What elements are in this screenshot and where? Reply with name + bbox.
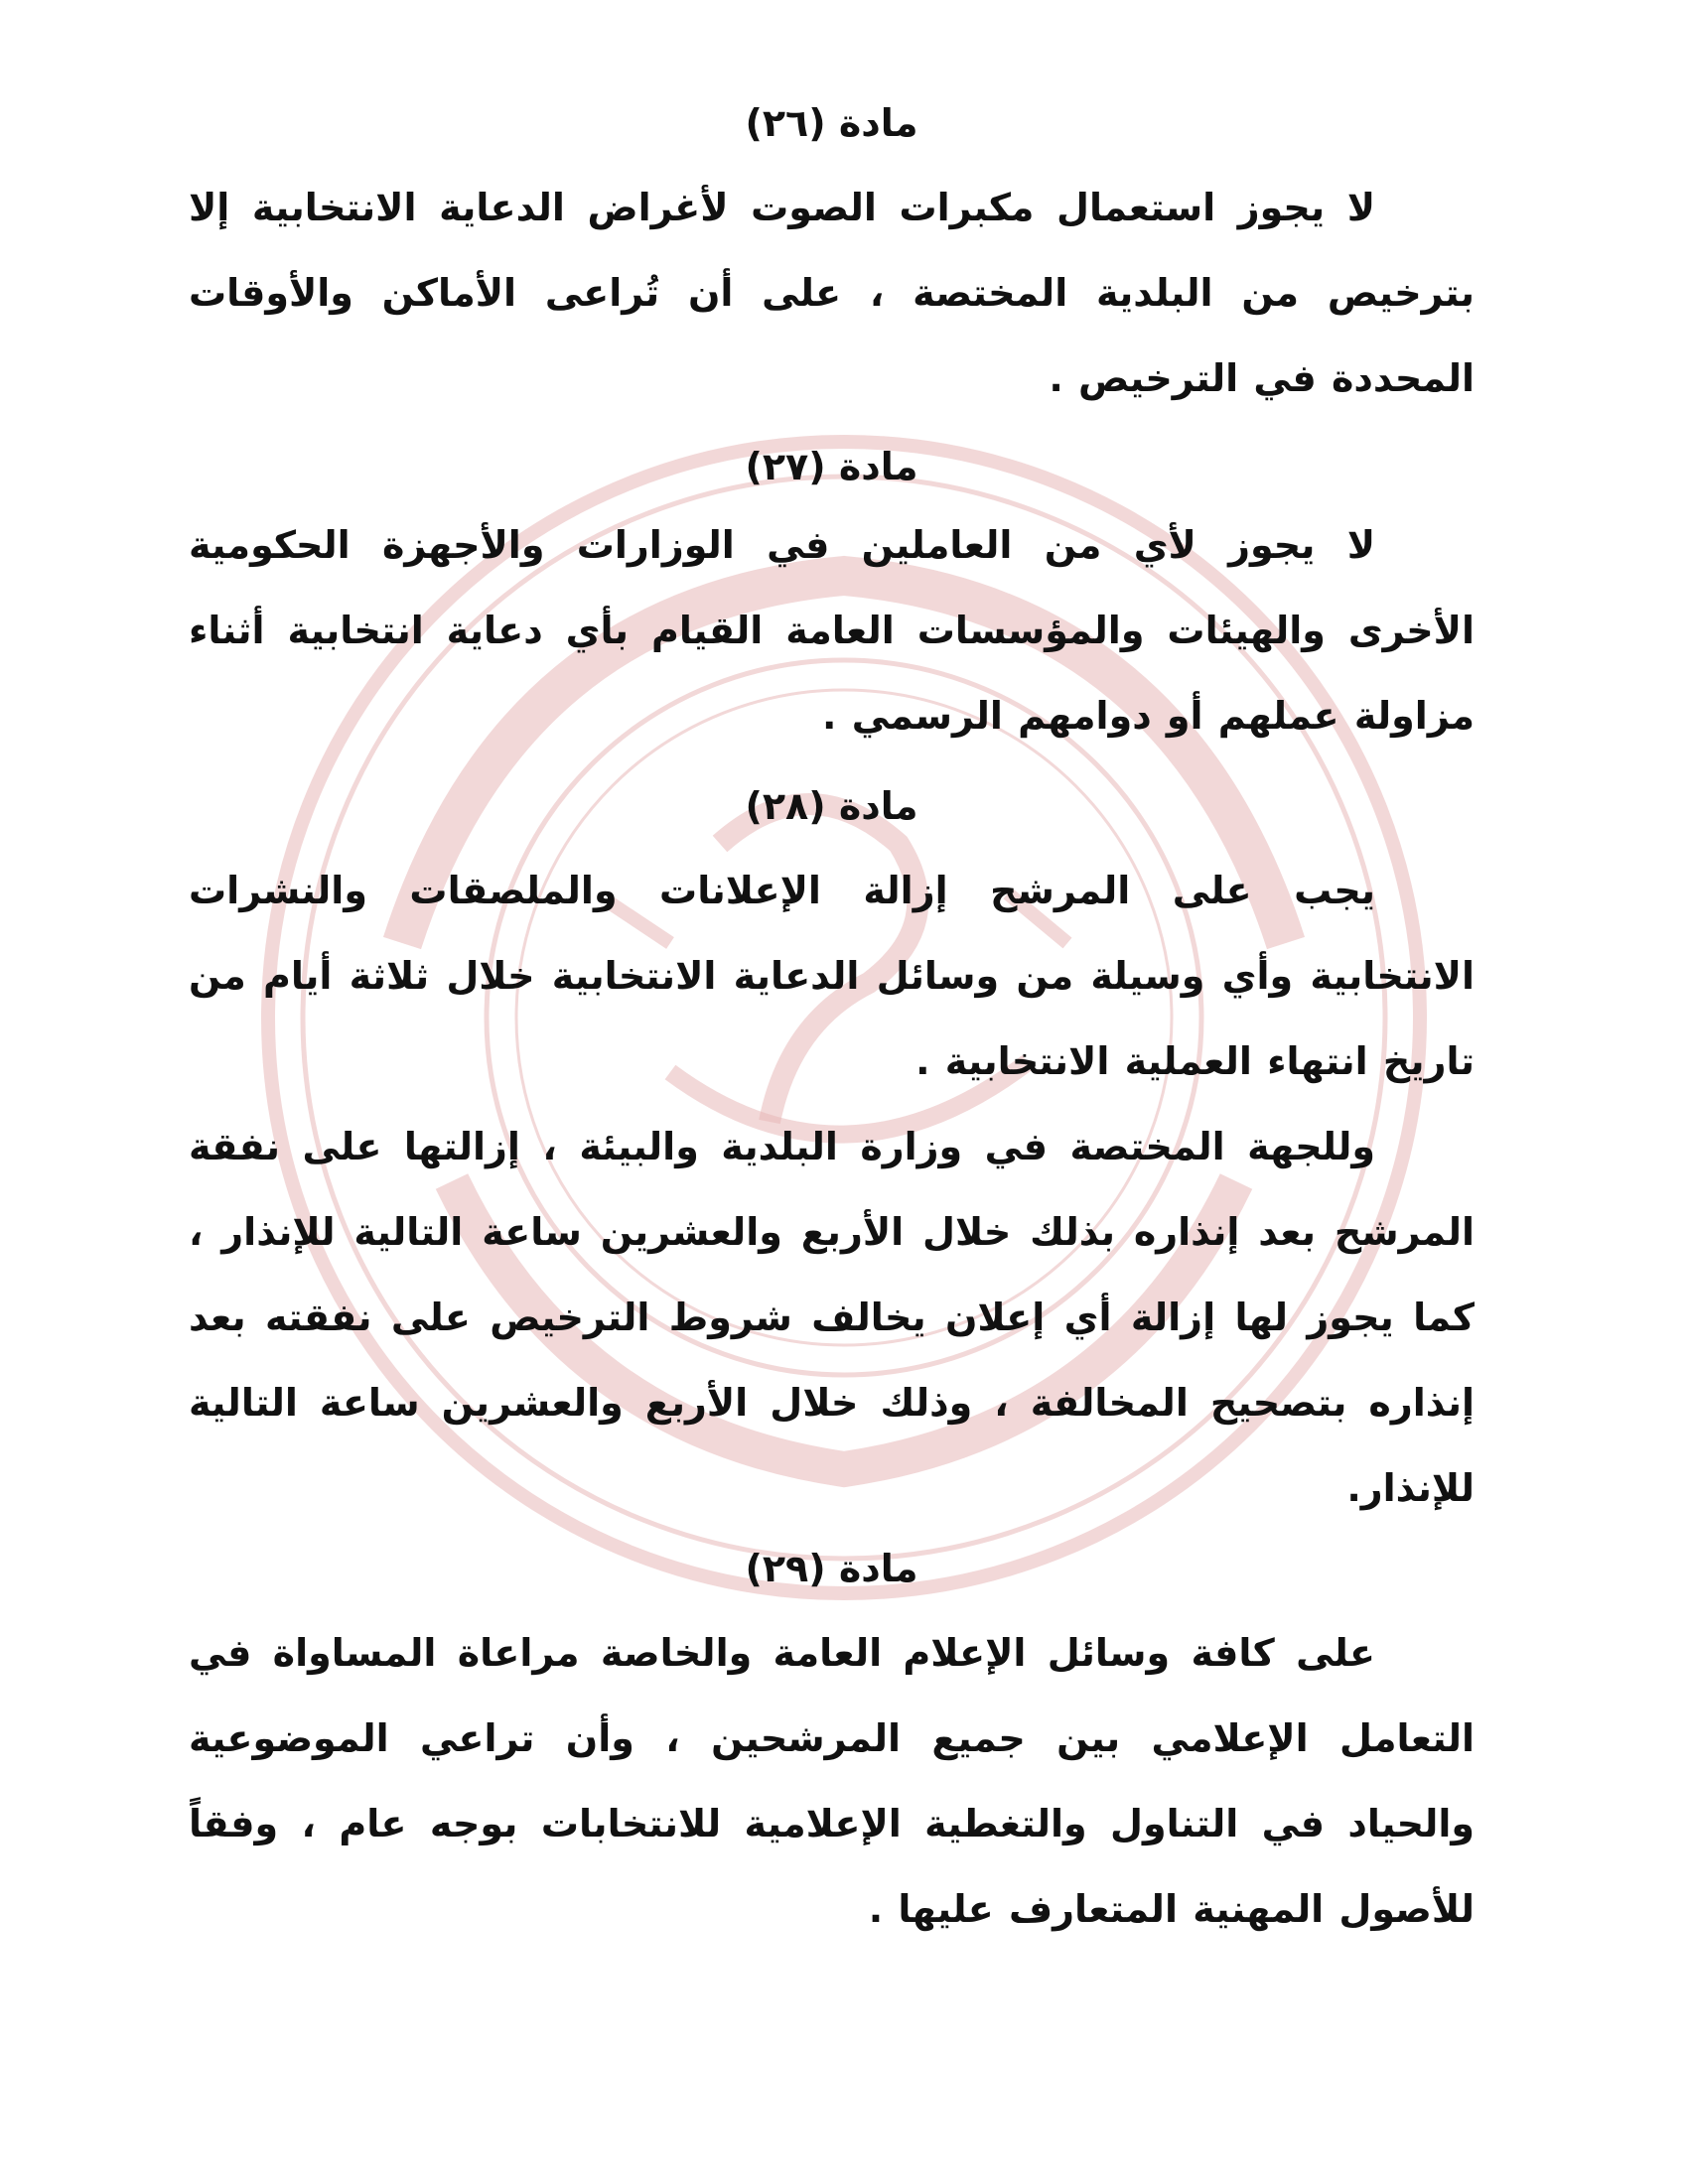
article-28-heading: مادة (٢٨)	[745, 784, 918, 828]
article-28-paragraph-2: وللجهة المختصة في وزارة البلدية والبيئة ، إزالتها على نفقة المرشح بعد إنذاره بذلك خلال الأربع والعشرين ساعة التالية للإنذار ، كما يجوز لها إزالة أي إعلان يخالف شروط الترخيص على نفقته بعد إنذاره بتصحيح المخالفة ، وذلك خلال الأربع والعشرين ساعة التالية للإنذار.	[189, 1125, 1475, 1510]
article-29-heading: مادة (٢٩)	[745, 1547, 918, 1590]
article-26-paragraph: لا يجوز استعمال مكبرات الصوت لأغراض الدعاية الانتخابية إلا بترخيص من البلدية المختصة ، على أن تُراعى الأماكن والأوقات المحددة في الترخيص .	[189, 186, 1475, 400]
article-27-paragraph: لا يجوز لأي من العاملين في الوزارات والأجهزة الحكومية الأخرى والهيئات والمؤسسات العامة القيام بأي دعاية انتخابية أثناء مزاولة عملهم أو دوامهم الرسمي .	[189, 523, 1475, 738]
article-29-paragraph: على كافة وسائل الإعلام العامة والخاصة مراعاة المساواة في التعامل الإعلامي بين جميع المرشحين ، وأن تراعي الموضوعية والحياد في التناول والتغطية الإعلامية للانتخابات بوجه عام ، وفقاً للأصول المهنية المتعارف عليها .	[189, 1631, 1475, 1931]
article-28-paragraph-1: يجب على المرشح إزالة الإعلانات والملصقات والنشرات الانتخابية وأي وسيلة من وسائل الدعاية الانتخابية خلال ثلاثة أيام من تاريخ انتهاء العملية الانتخابية .	[189, 869, 1475, 1083]
article-26-heading: مادة (٢٦)	[745, 101, 918, 145]
article-27-heading: مادة (٢٧)	[745, 445, 918, 488]
